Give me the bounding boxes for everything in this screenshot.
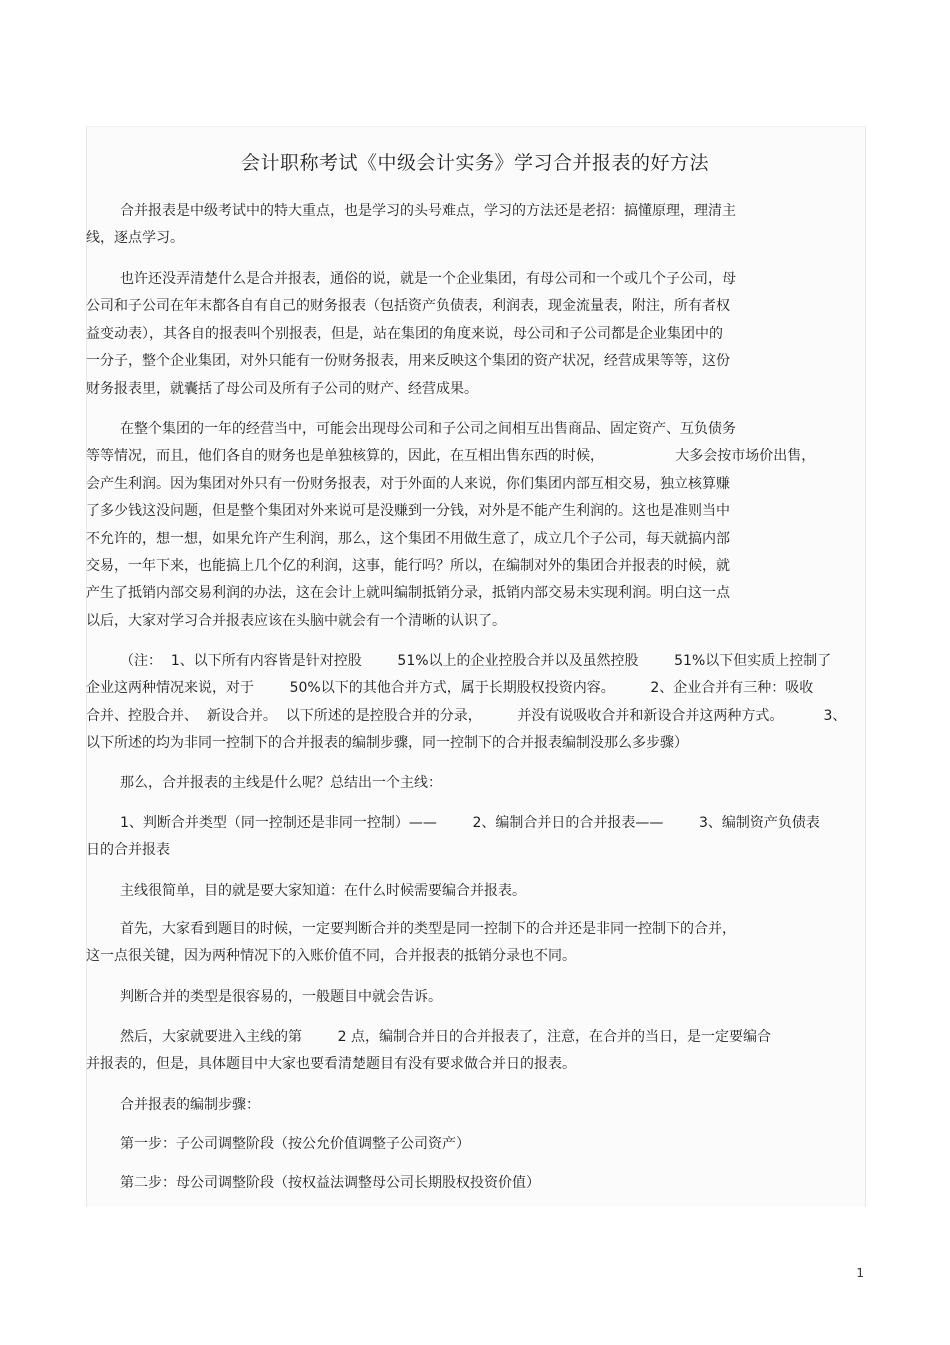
paragraph-line: 并报表的，但是，具体题目中大家也要看清楚题目有没有要求做合并日的报表。	[86, 1056, 576, 1073]
paragraph-line: 线，逐点学习。	[86, 230, 184, 247]
paragraph-2	[86, 266, 852, 403]
paragraph-line: 一分子，整个企业集团，对外只能有一份财务报表，用来反映这个集团的资产状况，经营成果等等，这份	[86, 353, 730, 370]
paragraph-4-note	[86, 648, 852, 758]
paragraph-line: 这一点很关键，因为两种情况下的入账价值不同，合并报表的抵销分录也不同。	[86, 948, 576, 965]
paragraph-12	[86, 1131, 852, 1158]
paragraph-line: 等等情况，而且，他们各自的财务也是单独核算的，因此，在互相出售东西的时候， 大多会按市场价出售，	[86, 448, 816, 465]
paragraph-line: 合并、控股合并、 新设合并。 以下所述的是控股合并的分录， 并没有说吸收合并和新设合并这两种方式。 3、	[86, 707, 847, 724]
page-number: 1	[856, 1266, 864, 1280]
paragraph-11	[86, 1092, 852, 1119]
paragraph-6	[86, 810, 852, 865]
paragraph-line: 也许还没弄清楚什么是合并报表，通俗的说，就是一个企业集团，有母公司和一个或几个子公司，母	[120, 271, 736, 287]
paragraph-line: 以下所述的均为非同一控制下的合并报表的编制步骤，同一控制下的合并报表编制没那么多步骤）	[86, 735, 688, 752]
paragraph-8	[86, 916, 852, 971]
paragraph-line: 判断合并的类型是很容易的，一般题目中就会告诉。	[120, 989, 442, 1005]
paragraph-line: 交易，一年下来，也能搞上几个亿的利润，这事，能行吗？所以，在编制对外的集团合并报表的时候，就	[86, 558, 730, 575]
paragraph-line: 公司和子公司在年末都各自有自己的财务报表（包括资产负债表，利润表，现金流量表，附注，所有者权	[86, 298, 730, 315]
paragraph-line: 在整个集团的一年的经营当中，可能会出现母公司和子公司之间相互出售商品、固定资产、互负债务	[120, 421, 736, 437]
paragraph-7	[86, 878, 852, 905]
paragraph-line: 然后，大家就要进入主线的第 2 点，编制合并日的合并报表了，注意，在合并的当日，是一定要编合	[120, 1029, 771, 1045]
paragraph-line: （注： 1、以下所有内容皆是针对控股 51%以上的企业控股合并以及虽然控股 51%以下但实质上控制了	[120, 653, 832, 669]
paragraph-line: 以后，大家对学习合并报表应该在头脑中就会有一个清晰的认识了。	[86, 612, 506, 629]
paragraph-line: 第一步：子公司调整阶段（按公允价值调整子公司资产）	[120, 1136, 470, 1152]
paragraph-3	[86, 416, 852, 635]
paragraph-line: 财务报表里，就囊括了母公司及所有子公司的财产、经营成果。	[86, 380, 478, 397]
paragraph-line: 主线很简单，目的就是要大家知道：在什么时候需要编合并报表。	[120, 883, 526, 899]
paragraph-5	[86, 770, 852, 797]
paragraph-9	[86, 984, 852, 1011]
paragraph-line: 那么，合并报表的主线是什么呢？总结出一个主线：	[120, 775, 442, 791]
paragraph-line: 合并报表是中级考试中的特大重点，也是学习的头号难点，学习的方法还是老招：搞懂原理，理清主	[120, 203, 736, 219]
paragraph-line: 益变动表），其各自的报表叫个别报表，但是，站在集团的角度来说，母公司和子公司都是企业集团中的	[86, 325, 723, 342]
paragraph-line: 第二步：母公司调整阶段（按权益法调整母公司长期股权投资价值）	[120, 1175, 540, 1191]
paragraph-1	[86, 198, 852, 253]
paragraph-line: 不允许的，想一想，如果允许产生利润，那么，这个集团不用做生意了，成立几个子公司，每天就搞内部	[86, 530, 730, 547]
paragraph-line: 产生了抵销内部交易利润的办法，这在会计上就叫编制抵销分录，抵销内部交易未实现利润。明白这一点	[86, 585, 730, 602]
paragraph-10	[86, 1024, 852, 1079]
paragraph-line: 1、判断合并类型（同一控制还是非同一控制）—— 2、编制合并日的合并报表—— 3、编制资产负债表	[120, 815, 820, 831]
paragraph-13	[86, 1170, 852, 1197]
paragraph-line: 日的合并报表	[86, 842, 170, 859]
paragraph-line: 首先，大家看到题目的时候，一定要判断合并的类型是同一控制下的合并还是非同一控制下的合并，	[120, 921, 736, 937]
document-title: 会计职称考试《中级会计实务》学习合并报表的好方法	[240, 152, 709, 174]
paragraph-line: 合并报表的编制步骤：	[120, 1097, 260, 1113]
paragraph-line: 了多少钱这没问题，但是整个集团对外来说可是没赚到一分钱，对外是不能产生利润的。这也是准则当中	[86, 503, 730, 520]
paragraph-line: 会产生利润。因为集团对外只有一份财务报表，对于外面的人来说，你们集团内部互相交易，独立核算赚	[86, 475, 730, 492]
paragraph-line: 企业这两种情况来说，对于 50%以下的其他合并方式，属于长期股权投资内容。 2、企业合并有三种：吸收	[86, 680, 814, 697]
